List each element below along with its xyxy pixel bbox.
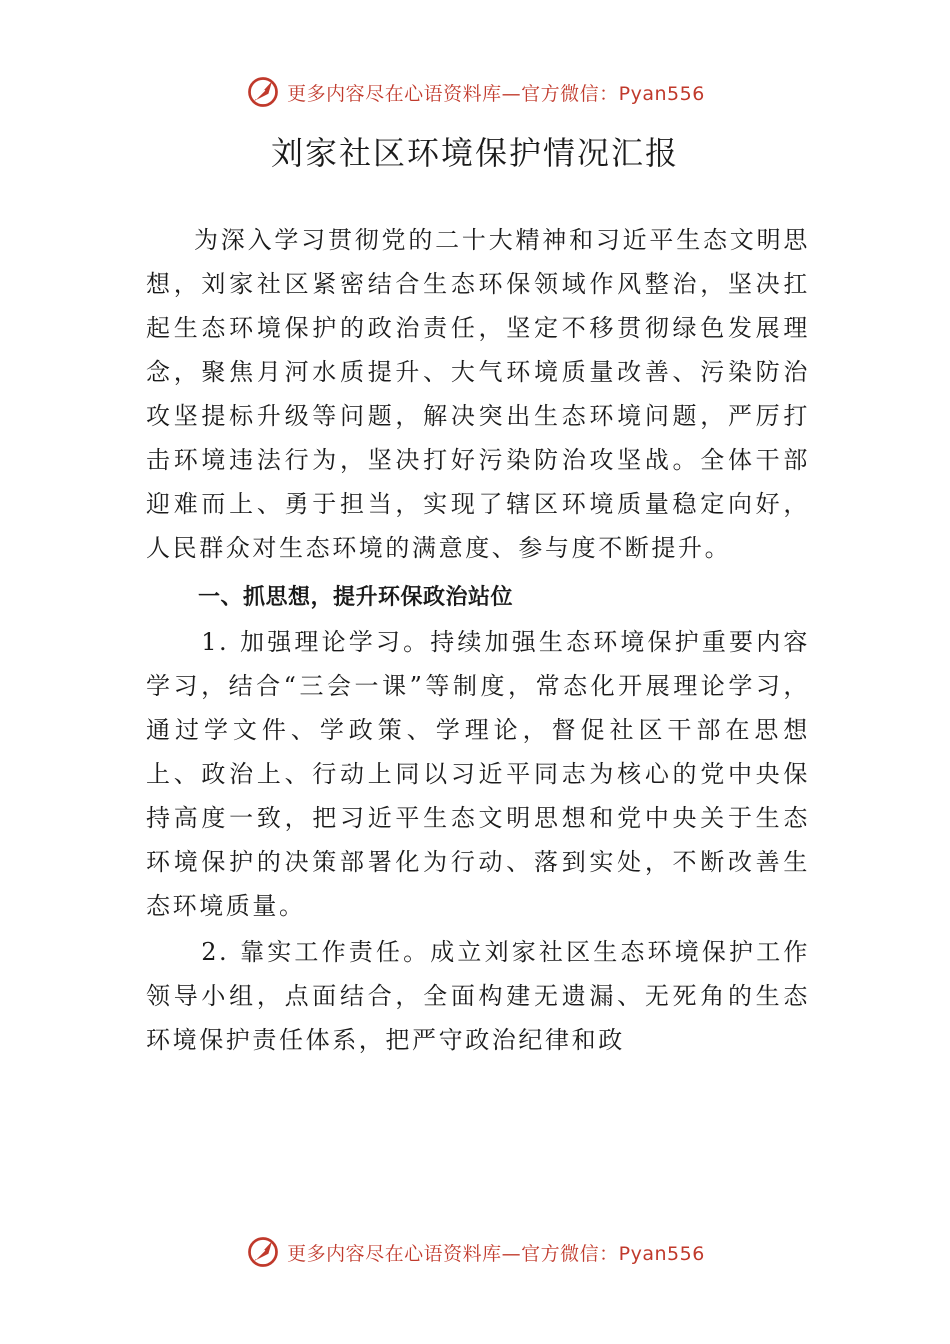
quill-circle-logo-icon	[245, 1234, 281, 1270]
document-title: 刘家社区环境保护情况汇报	[270, 134, 679, 172]
section-heading: 一、抓思想，提升环保政治站位	[198, 585, 514, 610]
quill-circle-logo-icon	[245, 74, 281, 110]
watermark-header	[0, 72, 950, 112]
watermark-text: 更多内容尽在心语资料库—官方微信：Pyan556	[287, 82, 705, 105]
watermark-footer	[0, 1232, 950, 1272]
intro-paragraph: 为深入学习贯彻党的二十大精神和习近平生态文明思想，刘家社区紧密结合生态环保领域作风整治，坚决扛起生态环境保护的政治责任，坚定不移贯彻绿色发展理念，聚焦月河水质提升、大气环境质量改善、污染防治攻坚提标升级等问题，解决突出生态环境问题，严厉打击环境违法行为，坚决打好污染防治攻坚战。全体干部迎难而上、勇于担当，实现了辖区环境质量稳定向好，人民群众对生态环境的满意度、参与度不断提升。	[146, 226, 810, 562]
document-body	[146, 218, 810, 1062]
numbered-paragraph-2: 2. 靠实工作责任。成立刘家社区生态环境保护工作领导小组，点面结合，全面构建无遗漏、无死角的生态环境保护责任体系，把严守政治纪律和政	[146, 938, 810, 1054]
watermark-text: 更多内容尽在心语资料库—官方微信：Pyan556	[287, 1242, 705, 1265]
numbered-paragraph-1: 1. 加强理论学习。持续加强生态环境保护重要内容学习，结合“三会一课”等制度，常态化开展理论学习，通过学文件、学政策、学理论，督促社区干部在思想上、政治上、行动上同以习近平同志为核心的党中央保持高度一致，把习近平生态文明思想和党中央关于生态环境保护的决策部署化为行动、落到实处，不断改善生态环境质量。	[146, 628, 810, 920]
